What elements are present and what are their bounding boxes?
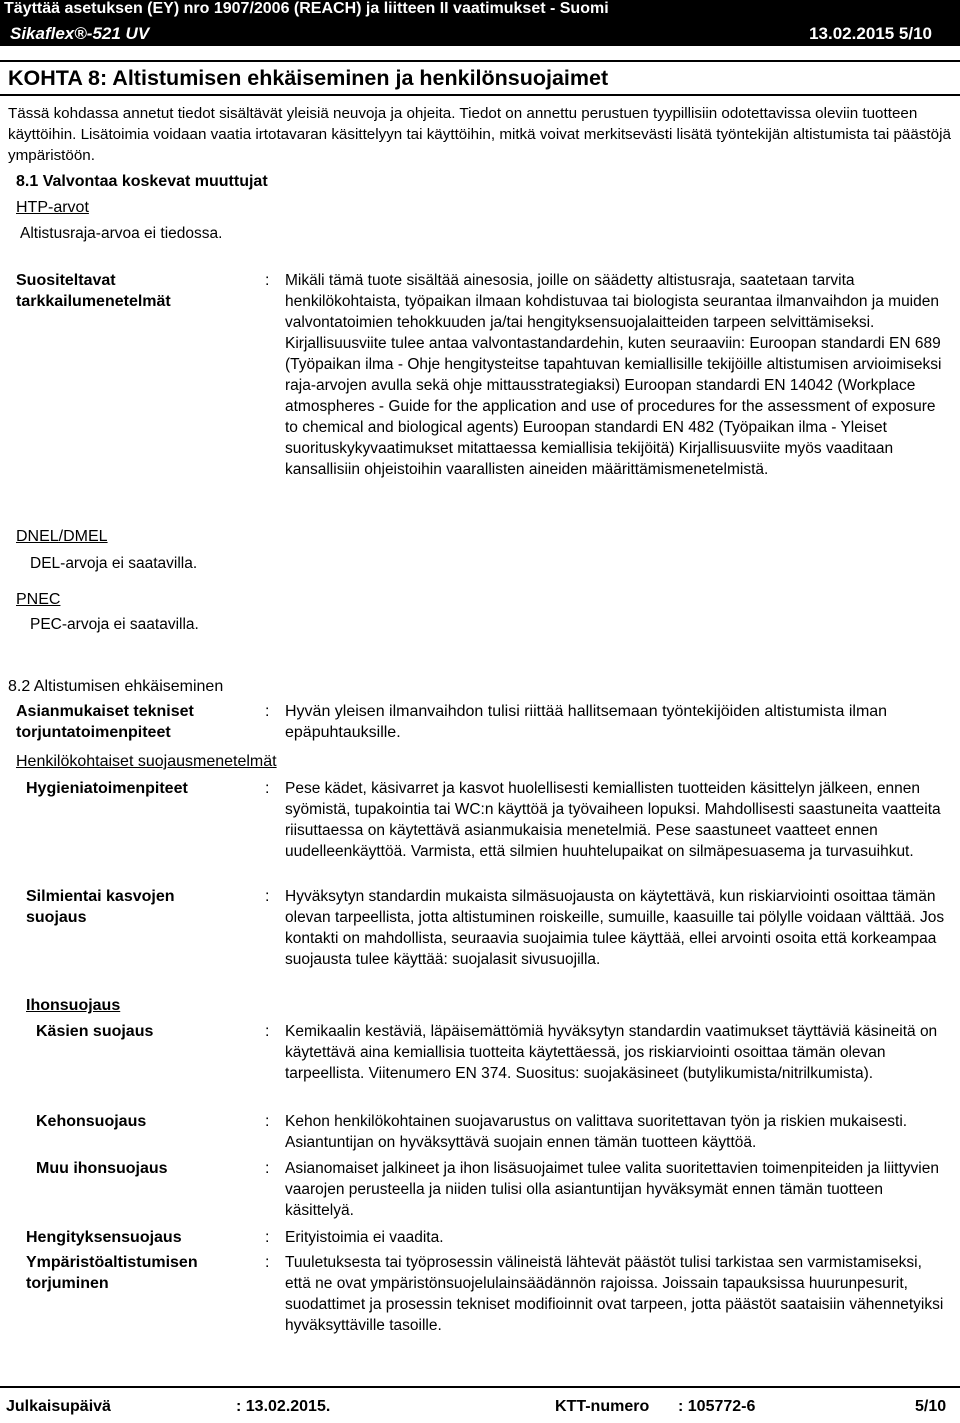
eye-label-2: suojaus: [26, 909, 87, 926]
ktt-label: KTT-numero: [555, 1398, 650, 1415]
personal-protection-title: Henkilökohtaiset suojausmenetelmät: [16, 753, 277, 770]
tech-text: Hyvän yleisen ilmanvaihdon tulisi riittää hallitsemaan työntekijöiden altistumista ilman epäpuhtauksille.: [285, 703, 888, 741]
colon: :: [265, 1229, 270, 1246]
hygiene-text: Pese kädet, käsivarret ja kasvot huolellisesti kemiallisten tuotteiden käsittelyn jälkeen, ennen syömistä, tupakointia tai WC:n käyttöä ja työvaiheen lopuksi. Mahdollisesti saastuneita vaatteita riisuttaessa on käytettävä asianmukaisia menetelmiä. Pese saastuneet vaatteet ennen uudelleenkäyttöä. Varmista, että silmien huuhtelupaikat on silmäpesuasema ja turvasuihkut.: [285, 780, 941, 860]
issue-date-label: Julkaisupäivä: [6, 1398, 111, 1415]
body-text: Kehon henkilökohtainen suojavarustus on valittava suoritettavan työn ja riskien mukaisesti. Asiantuntijan on hyväksyttävä suojain ennen tämän tuotteen käyttöä.: [285, 1113, 908, 1151]
colon: :: [265, 1254, 270, 1271]
footer-page: 5/10: [915, 1398, 947, 1415]
env-text: Tuuletuksesta tai työprosessin välineistä lähtevät päästöt tulisi tarkistaa sen varmistamiseksi, että ne ovat ympäristönsuojelulainsäädännön rajoissa. Joissain tapauksissa huurunpesurit, suodattimet ja prosessin tekniset modifioinnit ovat tarpeen, jotta päästöt saataisiin vähennetyiksi hyväksyttäville tasoille.: [285, 1254, 944, 1334]
monitoring-label-2: tarkkailumenetelmät: [16, 293, 171, 310]
dnel-text: DEL-arvoja ei saatavilla.: [30, 555, 198, 572]
ktt-value: : 105772-6: [678, 1398, 756, 1415]
document-footer: [0, 1386, 960, 1423]
colon: :: [265, 272, 270, 289]
colon: :: [265, 1023, 270, 1040]
htp-text: Altistusraja-arvoa ei tiedossa.: [20, 225, 223, 242]
htp-title: HTP-arvot: [16, 199, 89, 216]
pnec-title: PNEC: [16, 591, 61, 608]
env-label-1: Ympäristöaltistumisen: [26, 1254, 198, 1271]
regulation-line: Täyttää asetuksen (EY) nro 1907/2006 (REACH) ja liitteen II vaatimukset - Suomi: [4, 0, 609, 17]
colon: :: [265, 1160, 270, 1177]
eye-label-1: Silmientai kasvojen: [26, 888, 175, 905]
skin-protection-title: Ihonsuojaus: [26, 997, 121, 1014]
other-skin-text: Asianomaiset jalkineet ja ihon lisäsuojaimet tulee valita suoritettavien toimenpiteiden ja liittyvien vaarojen perusteella ja niiden tulisi olla asiantuntijan hyväksymät ennen tämän tuotteen käsittelyä.: [285, 1160, 939, 1219]
respiratory-label: Hengityksensuojaus: [26, 1229, 182, 1246]
product-name: Sikaflex®-521 UV: [10, 24, 150, 43]
respiratory-text: Erityistoimia ei vaadita.: [285, 1229, 444, 1246]
subsection-8-2-title: 8.2 Altistumisen ehkäiseminen: [8, 678, 224, 695]
section-intro: Tässä kohdassa annetut tiedot sisältävät yleisiä neuvoja ja ohjeita. Tiedot on annettu perustuen tyypillisiin odotettavissa oleviin tuotteen käyttöihin. Lisätoimia voidaan vaatia irtotavaran käsittelyyn tai käyttöihin, mitkä voivat merkitsevästi lisätä työntekijän altistumista tai päästöjä ympäristöön.: [8, 105, 951, 164]
colon: :: [265, 703, 270, 720]
tech-label-1: Asianmukaiset tekniset: [16, 703, 194, 720]
pnec-text: PEC-arvoja ei saatavilla.: [30, 616, 199, 633]
env-label-2: torjuminen: [26, 1275, 109, 1292]
document-header: [0, 0, 960, 46]
section-title: KOHTA 8: Altistumisen ehkäiseminen ja henkilönsuojaimet: [0, 60, 960, 96]
hand-text: Kemikaalin kestäviä, läpäisemättömiä hyväksytyn standardin vaatimukset täyttäviä käsineitä on käytettävä aina kemiallisia tuotteita käytettäessä, jos riskiarviointi osoittaa tämän olevan tarpeellista. Viitenumero EN 374. Suositus: suojakäsineet (butylikumista/nitrilkumista).: [285, 1023, 938, 1082]
colon: :: [265, 888, 270, 905]
body-label: Kehonsuojaus: [36, 1113, 147, 1130]
header-date-page: 13.02.2015 5/10: [809, 24, 932, 43]
hygiene-label: Hygieniatoimenpiteet: [26, 780, 188, 797]
subsection-8-1-title: 8.1 Valvontaa koskevat muuttujat: [16, 173, 268, 190]
colon: :: [265, 780, 270, 797]
issue-date-value: : 13.02.2015.: [236, 1398, 331, 1415]
dnel-title: DNEL/DMEL: [16, 528, 108, 545]
tech-label-2: torjuntatoimenpiteet: [16, 724, 171, 741]
hand-label: Käsien suojaus: [36, 1023, 154, 1040]
eye-text: Hyväksytyn standardin mukaista silmäsuojausta on käytettävä, kun riskiarviointi osoittaa tämän olevan tarpeellista, jotta altistuminen roiskeille, sumuille, kaasuille tai pölylle voidaan välttää. Jos kontakti on mahdollista, seuraavia suojaimia tulee käyttää, ellei arvointi osoita että korkeampaa suojausta tulee käyttää: suojalasit sivusuojilla.: [285, 888, 945, 968]
other-skin-label: Muu ihonsuojaus: [36, 1160, 168, 1177]
monitoring-text: Mikäli tämä tuote sisältää ainesosia, joille on säädetty altistusraja, saatetaan tarvita henkilökohtaista, työpaikan ilmaan kohdistuvaa tai biologista seurantaa ilmanvaihdon ja muiden valvontatoimien tehokkuuden ja/tai hengityksensuojalaitteiden tarpeen selvittämiseksi. Kirjallisuusviite tulee antaa valvontastandardehin, kuten seuraaviin: Euroopan standardi EN 689 (Työpaikan ilma - Ohje hengitysteitse tapahtuvan kemiallisille tekijöille altistumisen arvioimiseksi raja-arvojen avulla sekä ohje mittausstrategiaksi) Euroopan standardi EN 14042 (Workplace atmospheres - Guide for the application and use of procedures for the assessment of exposure to chemical and biological agents) Euroopan standardi EN 482 (Työpaikan ilma - Yleiset suorituskykyvaatimukset mitattaessa kemiallisia tekijöitä) Kirjallisuusviite myös vaaditaan kansallisiin ohjeistoihin vaarallisten aineiden määrittämismenetelmistä.: [285, 272, 942, 478]
colon: :: [265, 1113, 270, 1130]
monitoring-label-1: Suositeltavat: [16, 272, 116, 289]
